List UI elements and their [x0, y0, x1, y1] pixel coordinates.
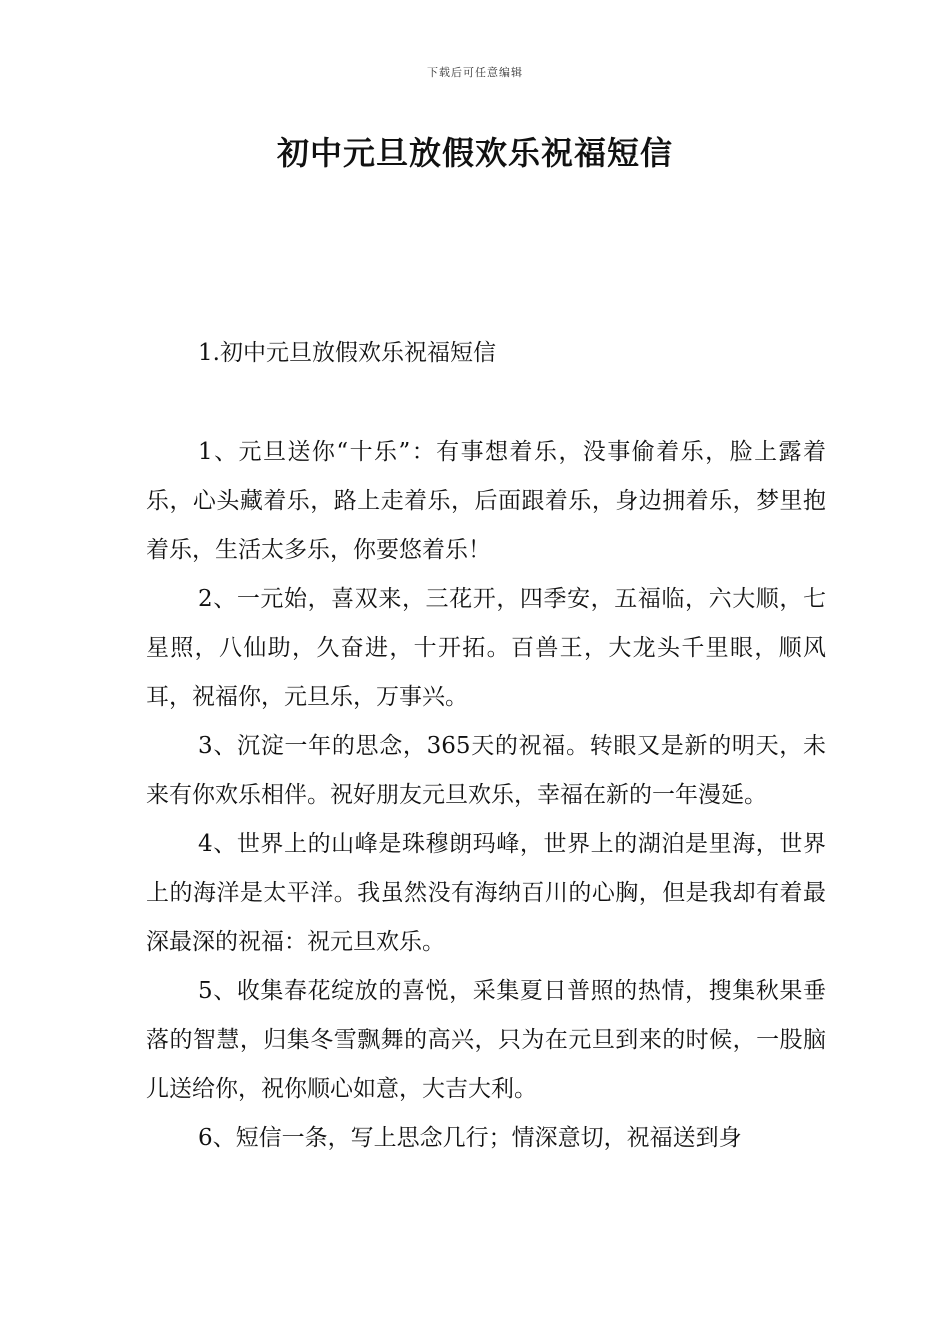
paragraph-3: 3、沉淀一年的思念，365天的祝福。转眼又是新的明天，未来有你欢乐相伴。祝好朋友元旦欢乐，幸福在新的一年漫延。	[146, 733, 826, 808]
paragraph-4: 4、世界上的山峰是珠穆朗玛峰，世界上的湖泊是里海，世界上的海洋是太平洋。我虽然没有海纳百川的心胸，但是我却有着最深最深的祝福：祝元旦欢乐。	[146, 831, 826, 955]
body-text	[146, 428, 826, 1163]
paragraph-1: 1、元旦送你“十乐”：有事想着乐，没事偷着乐，脸上露着乐，心头藏着乐，路上走着乐，后面跟着乐，身边拥着乐，梦里抱着乐，生活太多乐，你要悠着乐！	[146, 439, 826, 563]
header-note: 下载后可任意编辑	[427, 66, 523, 79]
paragraph-2: 2、一元始，喜双来，三花开，四季安，五福临，六大顺，七星照，八仙助，久奋进，十开拓。百兽王，大龙头千里眼，顺风耳，祝福你，元旦乐，万事兴。	[146, 586, 826, 710]
paragraph-5: 5、收集春花绽放的喜悦，采集夏日普照的热情，搜集秋果垂落的智慧，归集冬雪飘舞的高兴，只为在元旦到来的时候，一股脑儿送给你，祝你顺心如意，大吉大利。	[146, 978, 826, 1102]
document-title: 初中元旦放假欢乐祝福短信	[276, 134, 673, 172]
section-heading: 1.初中元旦放假欢乐祝福短信	[198, 340, 496, 366]
paragraph-6: 6、短信一条，写上思念几行；情深意切，祝福送到身	[198, 1125, 742, 1151]
